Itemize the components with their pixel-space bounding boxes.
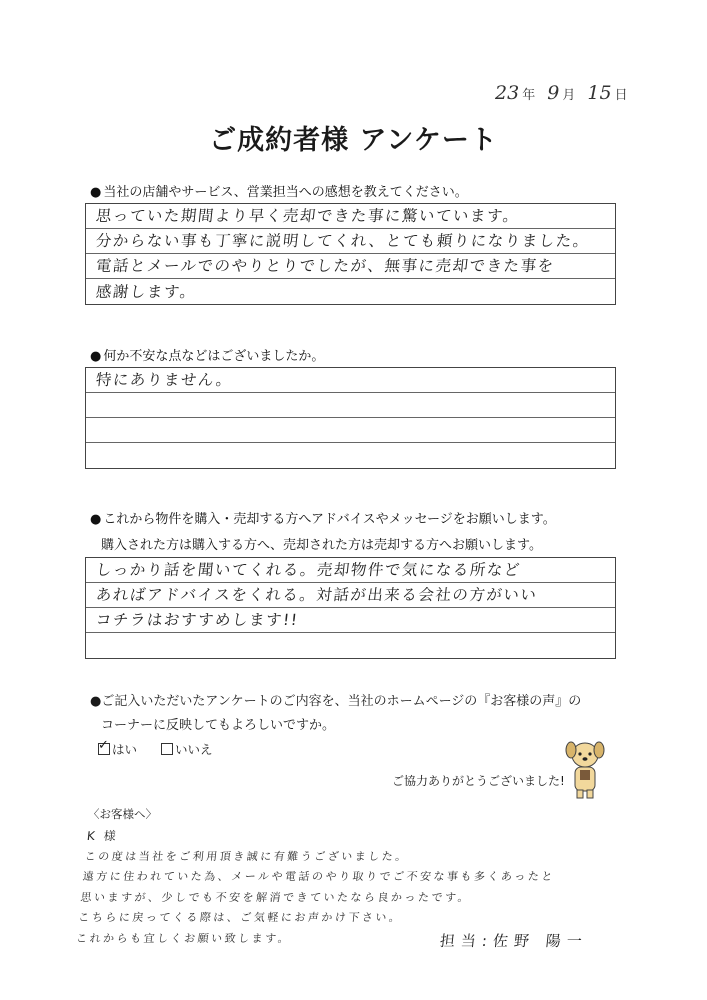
reply-heading: 〈お客様へ〉	[88, 807, 157, 821]
reply-line: こちらに戻ってくる際は、ご気軽にお声かけ下さい。	[77, 911, 404, 924]
consent-line-2: コーナーに反映してもよろしいですか。	[101, 718, 336, 733]
answer-line	[86, 393, 615, 418]
consent-no-label: いいえ	[175, 742, 213, 757]
question-1-text: 当社の店舗やサービス、営業担当への感想を教えてください。	[103, 185, 468, 200]
consent-yes-option[interactable]	[98, 742, 137, 757]
checkbox-checked-icon[interactable]	[98, 743, 110, 755]
answer-box-2	[85, 367, 616, 469]
consent-question	[90, 690, 581, 738]
reply-line: K 様	[86, 829, 119, 843]
consent-line-1: ●ご記入いただいたアンケートのご内容を、当社のホームページの『お客様の声』の	[90, 694, 582, 709]
handwritten-text: 感謝します。	[94, 283, 198, 301]
answer-line	[86, 443, 615, 468]
answer-line	[86, 279, 615, 304]
date-day: 15	[587, 82, 612, 104]
question-1	[90, 181, 468, 200]
date	[495, 82, 634, 104]
question-3-text: これから物件を購入・売却する方へアドバイスやメッセージをお願いします。	[103, 512, 556, 527]
dog-mascot-icon	[562, 738, 608, 800]
handwritten-text: 特にありません。	[94, 371, 234, 389]
handwritten-text: 思っていた期間より早く売却できた事に驚いています。	[94, 207, 521, 225]
staff-signature: 担当:佐野 陽一	[439, 932, 589, 950]
reply-line: これからも宜しくお願い致します。	[75, 931, 293, 945]
handwritten-text: あればアドバイスをくれる。対話が出来る会社の方がいい	[94, 586, 539, 604]
question-3-subtext: 購入された方は購入する方へ、売却された方は売却する方へお願いします。	[101, 538, 542, 553]
reply-line: 思いますが、少しでも不安を解消できていたなら良かったです。	[79, 890, 472, 904]
answer-box-1	[85, 203, 616, 305]
question-2-text: 何か不安な点などはございましたか。	[103, 349, 325, 364]
reply-line: 遠方に住われていた為、メールや電話のやり取りでご不安な事も多くあったと	[82, 870, 556, 883]
bullet-icon: ●	[90, 512, 102, 527]
page-title: ご成約者様 アンケート	[209, 125, 498, 156]
bullet-icon: ●	[90, 349, 102, 364]
answer-line	[86, 368, 615, 393]
date-month-unit: 月	[562, 88, 576, 103]
answer-line	[86, 558, 615, 583]
thanks-message: ご協力ありがとうございました!	[392, 774, 565, 788]
question-2	[90, 345, 324, 364]
answer-line	[86, 633, 615, 658]
date-day-unit: 日	[614, 88, 628, 103]
date-year: 23	[495, 82, 520, 104]
handwritten-text: しっかり話を聞いてくれる。売却物件で気になる所など	[94, 561, 522, 579]
answer-line	[86, 608, 615, 633]
consent-choices	[98, 740, 233, 758]
consent-yes-label: はい	[112, 742, 138, 757]
answer-line	[86, 229, 615, 254]
handwritten-text: 分からない事も丁寧に説明してくれ、とても頼りになりました。	[94, 232, 591, 250]
answer-box-3	[85, 557, 616, 659]
handwritten-text: 電話とメールでのやりとりでしたが、無事に売却できた事を	[94, 257, 556, 275]
answer-line	[86, 583, 615, 608]
bullet-icon: ●	[90, 185, 102, 200]
answer-line	[86, 418, 615, 443]
date-year-unit: 年	[522, 88, 536, 103]
checkbox-icon[interactable]	[161, 743, 173, 755]
date-month: 9	[547, 82, 560, 104]
reply-line: この度は当社をご利用頂き誠に有難うございました。	[84, 849, 410, 863]
answer-line	[86, 254, 615, 279]
handwritten-text: コチラはおすすめします!!	[94, 611, 300, 629]
question-3	[90, 508, 556, 527]
consent-no-option[interactable]	[161, 742, 213, 757]
answer-line	[86, 204, 615, 229]
